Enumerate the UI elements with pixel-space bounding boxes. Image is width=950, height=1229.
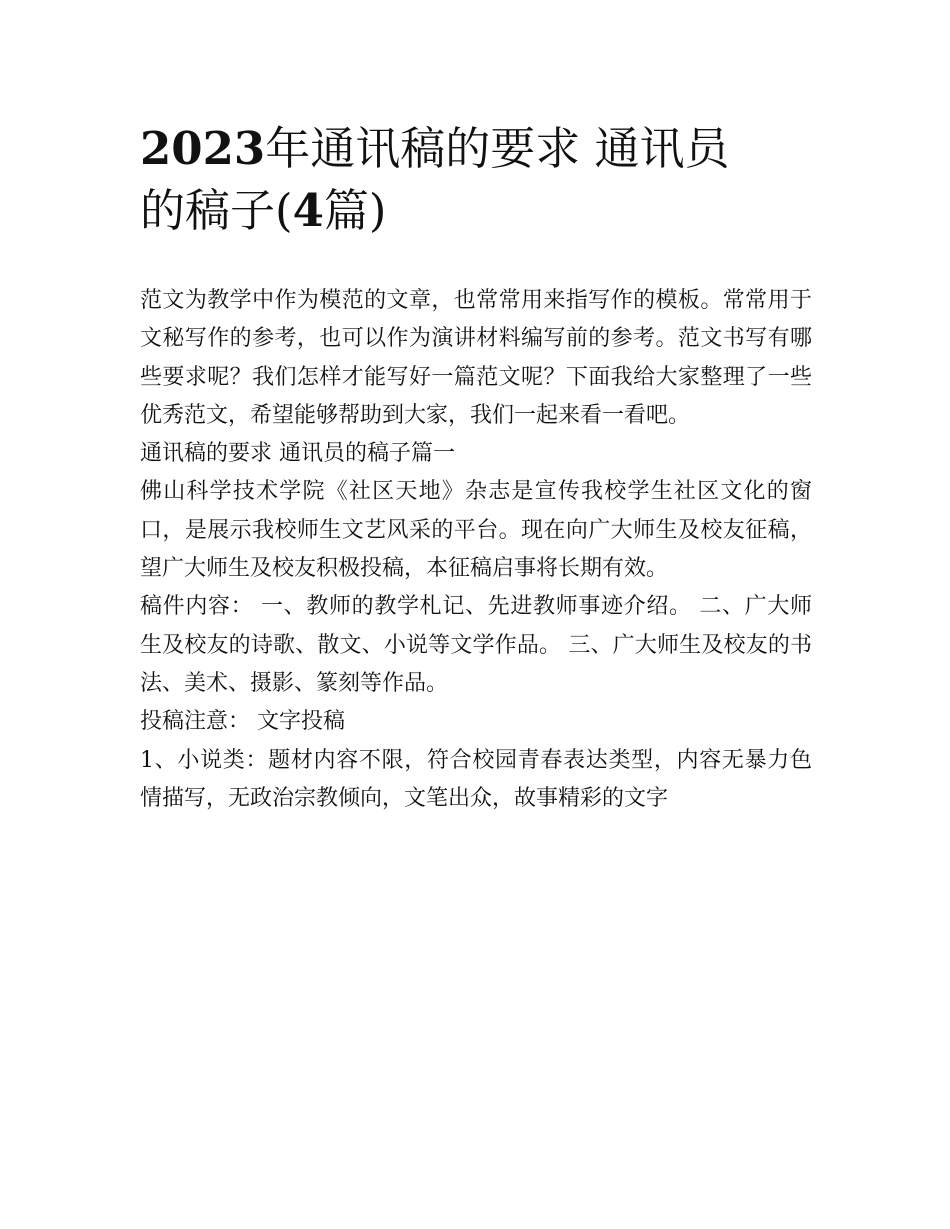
title-line-2: 的稿子(4篇) <box>140 184 387 237</box>
intro-paragraph: 范文为教学中作为模范的文章，也常常用来指写作的模板。常常用于文秘写作的参考，也可以作为演讲材料编写前的参考。范文书写有哪些要求呢？我们怎样才能写好一篇范文呢？下面我给大家整理了一些优秀范文，希望能够帮助到大家，我们一起来看一看吧。 <box>140 288 812 428</box>
body-paragraph: 佛山科学技术学院《社区天地》杂志是宣传我校学生社区文化的窗口，是展示我校师生文艺风采的平台。现在向广大师生及校友征稿，望广大师生及校友积极投稿，本征稿启事将长期有效。 <box>140 479 812 582</box>
body-paragraph: 稿件内容： 一、教师的教学札记、先进教师事迹介绍。 二、广大师生及校友的诗歌、散文、小说等文学作品。 三、广大师生及校友的书法、美术、摄影、篆刻等作品。 <box>140 594 812 696</box>
section-heading: 通讯稿的要求 通讯员的稿子篇一 <box>140 441 455 467</box>
document-body <box>140 282 812 818</box>
document-title <box>140 118 820 242</box>
body-paragraph: 1、小说类：题材内容不限，符合校园青春表达类型，内容无暴力色情描写，无政治宗教倾向，文笔出众，故事精彩的文字 <box>140 747 812 811</box>
title-line-1: 2023年通讯稿的要求 通讯员 <box>140 122 730 175</box>
body-paragraph: 投稿注意： 文字投稿 <box>140 709 345 735</box>
